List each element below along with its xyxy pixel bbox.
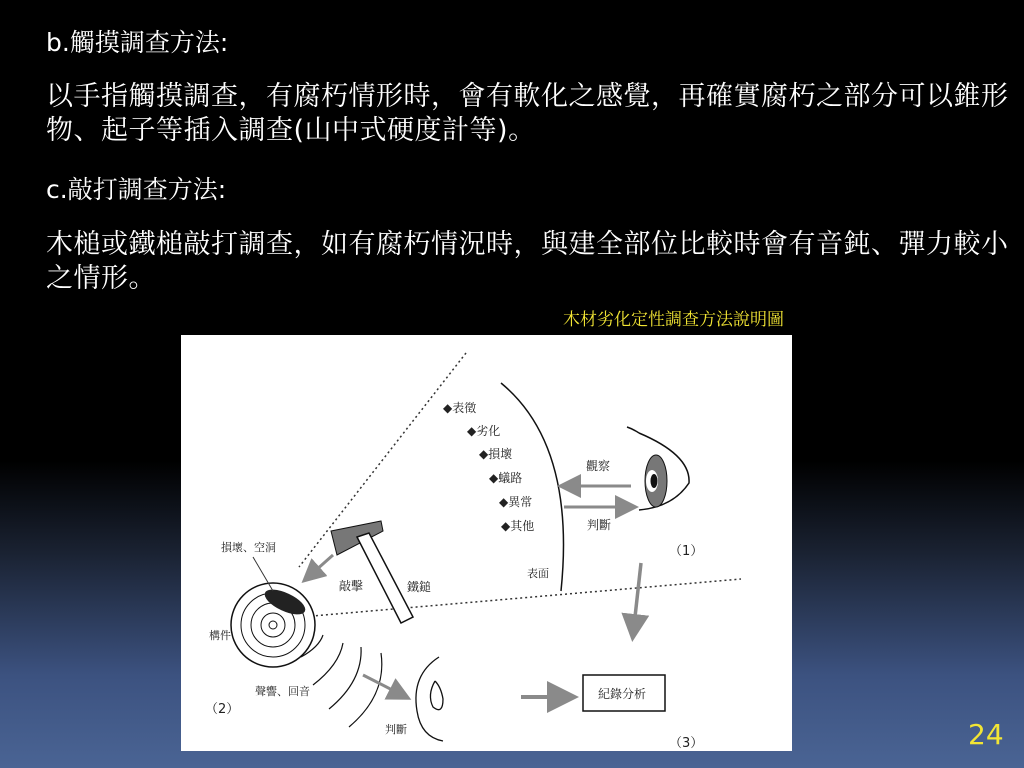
hear-arrow (363, 675, 406, 697)
inspection-method-figure (181, 335, 792, 751)
sound-wave-icon (301, 635, 382, 727)
inspection-diagram (181, 335, 792, 751)
member-label: 構件 (209, 629, 231, 642)
page-number: 24 (968, 718, 1004, 751)
hammer-icon (331, 521, 413, 623)
judge-label-top: 判斷 (587, 518, 612, 532)
step-2-label: （2） (205, 702, 240, 717)
record-label: 紀錄分析 (598, 687, 647, 701)
view-boundary-line (299, 353, 466, 567)
symptom-label: ◆劣化 (467, 424, 501, 438)
observe-label: 觀察 (586, 459, 611, 473)
symptom-label: ◆其他 (501, 519, 535, 533)
section-b-heading: b.觸摸調查方法: (46, 28, 229, 57)
symptom-label: ◆損壞 (479, 447, 513, 461)
eye-icon (627, 427, 689, 510)
symptom-label: ◆表徵 (443, 401, 477, 415)
damage-label: 損壞、空洞 (221, 541, 276, 554)
wood-member-cross-section (231, 583, 315, 667)
step-1-label: （1） (669, 544, 704, 559)
strike-arrow (306, 555, 333, 579)
step-3-label: （3） (669, 736, 704, 751)
section-c-body: 木槌或鐵槌敲打調查，如有腐朽情況時，與建全部位比較時會有音鈍、彈力較小之情形。 (46, 229, 1009, 294)
figure-caption: 木材劣化定性調查方法說明圖 (563, 310, 784, 330)
hammer-label: 鐵鎚 (407, 580, 432, 594)
section-c-heading: c.敲打調查方法: (46, 175, 227, 204)
strike-label: 敲擊 (339, 579, 364, 593)
divider-line (301, 579, 741, 617)
sound-label: 聲響、回音 (255, 685, 310, 698)
judge-label-bottom: 判斷 (385, 723, 407, 736)
section-b-body: 以手指觸摸調查，有腐朽情形時，會有軟化之感覺，再確實腐朽之部分可以錐形物、起子等插入調查(山中式硬度計等)。 (46, 81, 1009, 146)
ear-icon (416, 657, 443, 741)
symptom-label: ◆蟻路 (489, 471, 523, 485)
surface-label: 表面 (527, 567, 549, 580)
symptom-label: ◆異常 (499, 495, 533, 509)
down-arrow (633, 563, 641, 635)
surface-curve (501, 383, 564, 591)
